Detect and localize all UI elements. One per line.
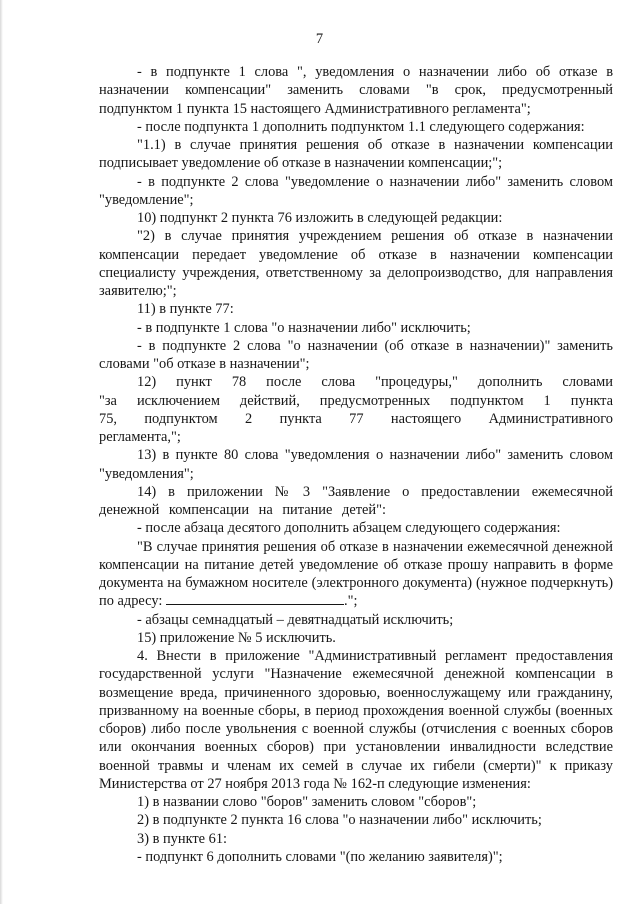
paragraph: 4. Внести в приложение "Административный регламент предоставления государственной услуги "Назначение ежемесячной денежной компенсации в возмещение вреда, причиненного здоровью, военнослужащему или гражданину, призванному на военные сборы, в период прохождения военной службы (военных сборов) либо после увольнения с военной службы (отчисления с военных сборов или окончания военных сборов) при установлении инвалидности вследствие военной травмы и членам их семей в случае их гибели (смерти)" к приказу Министерства от 27 ноября 2013 года № 162-п следующие изменения: <box>99 648 613 792</box>
paragraph: "1.1) в случае принятия решения об отказе в назначении компенсации подписывает уведомление об отказе в назначении компенсации;"; <box>99 137 613 172</box>
paragraph: 13) в пункте 80 слова "уведомления о назначении либо" заменить словом "уведомления"; <box>99 447 613 482</box>
address-blank-line <box>166 592 344 605</box>
paragraph: - после абзаца десятого дополнить абзацем следующего содержания: <box>137 520 561 537</box>
paragraph: - абзацы семнадцатый – девятнадцатый исключить; <box>137 611 454 628</box>
document-body <box>99 63 613 866</box>
paragraph: - в подпункте 2 слова "уведомление о назначении либо" заменить словом "уведомление"; <box>99 173 613 208</box>
paragraph: 1) в названии слово "боров" заменить словом "сборов"; <box>137 794 477 810</box>
paragraph: "2) в случае принятия учреждением решения об отказе в назначении компенсации передает уведомление об отказе в назначении компенсации специалисту учреждения, ответственному за делопроизводство, для направления заявителю;"; <box>99 228 613 299</box>
paragraph: 15) приложение № 5 исключить. <box>137 629 336 646</box>
paragraph: - после подпункта 1 дополнить подпунктом 1.1 следующего содержания: <box>137 118 585 135</box>
paragraph: 3) в пункте 61: <box>137 830 228 847</box>
paragraph: 2) в подпункте 2 пункта 16 слова "о назначении либо" исключить; <box>137 812 542 829</box>
paragraph: 10) подпункт 2 пункта 76 изложить в следующей редакции: <box>137 210 503 226</box>
paragraph: 12) пункт 78 после слова "процедуры," дополнить словами "за исключением действий, предусмотренных подпунктом 1 пункта 75, подпунктом 2 пункта 77 настоящего Административного регламента,"; <box>99 374 613 445</box>
paragraph: - в подпункте 1 слова "о назначении либо" исключить; <box>137 319 471 336</box>
paragraph: - в подпункте 2 слова "о назначении (об отказе в назначении)" заменить словами "об отказе в назначении"; <box>99 337 613 372</box>
paragraph: 11) в пункте 77: <box>137 301 234 318</box>
quote-end: ."; <box>343 593 358 610</box>
paragraph: 14) в приложении № 3 "Заявление о предоставлении ежемесячной денежной компенсации на питание детей": <box>99 483 613 518</box>
quoted-paragraph <box>99 538 613 611</box>
page-number: 7 <box>315 31 324 47</box>
paragraph: - в подпункте 1 слова ", уведомления о назначении либо об отказе в назначении компенсации" заменить словами "в срок, предусмотренный подпунктом 1 пункта 15 настоящего Административного регламента"; <box>99 64 613 117</box>
quote-text: "В случае принятия решения об отказе в назначении ежемесячной денежной компенсации на питание детей уведомление об отказе прошу направить в форме документа на бумажном носителе (электронного документа) (нужное подчеркнуть) по адресу: <box>99 538 613 610</box>
paragraph: - подпункт 6 дополнить словами "(по желанию заявителя)"; <box>137 848 503 865</box>
scan-edge-shadow <box>0 0 3 904</box>
